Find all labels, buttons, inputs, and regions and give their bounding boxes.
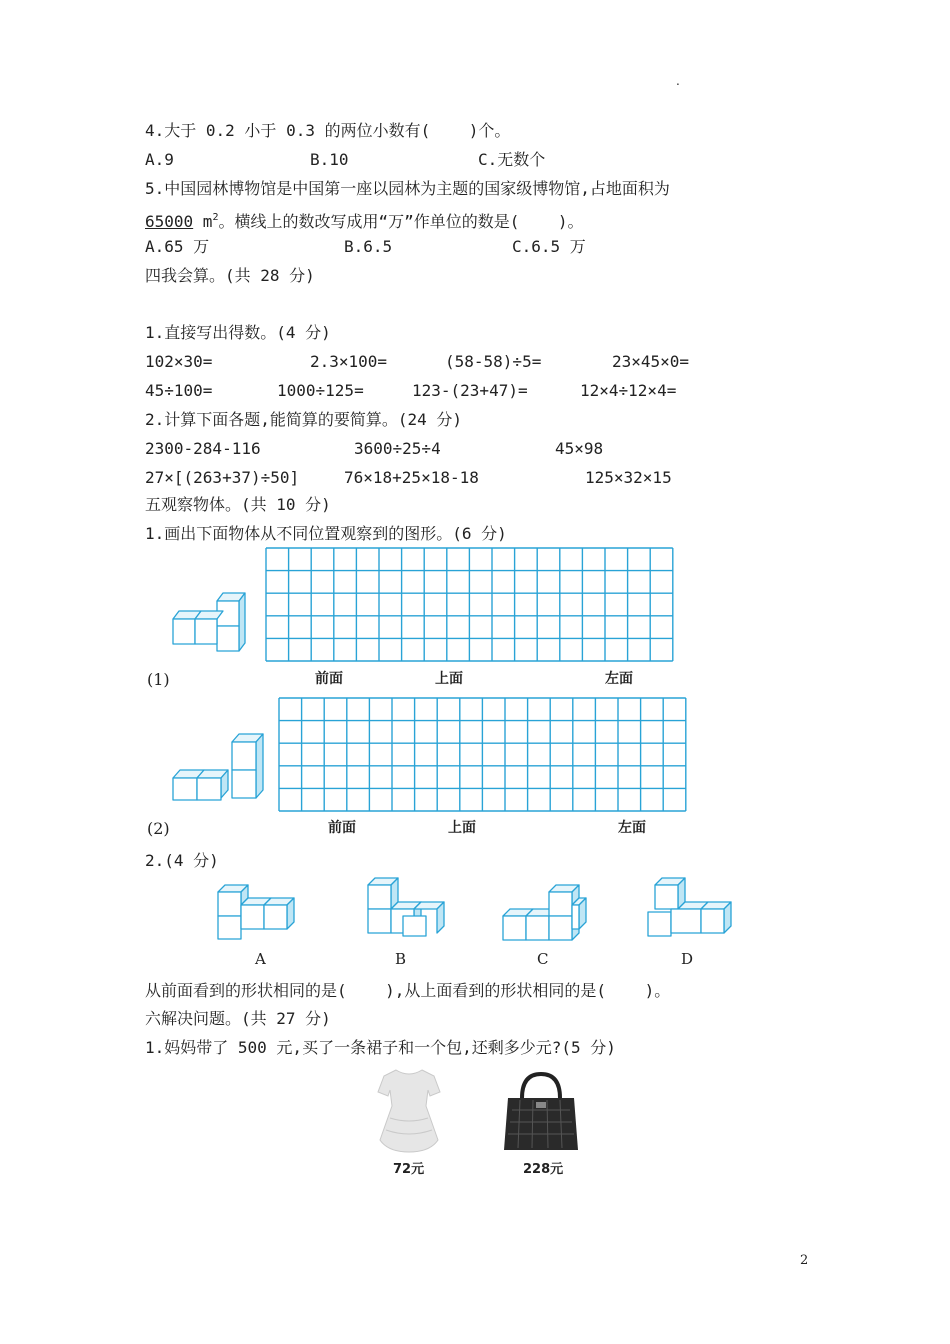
bag-price: 228元 (523, 1162, 564, 1177)
dress-image (368, 1066, 450, 1156)
s4-p1-r1-c4: 23×45×0= (612, 352, 690, 371)
s4-p1-r1-c2: 2.3×100= (310, 352, 388, 371)
q5-stem-line2 (145, 207, 584, 233)
q5-number: 65000 (145, 212, 194, 231)
fig1-cubes (170, 590, 250, 660)
s4-p1-r1-c3: (58-58)÷5= (445, 352, 542, 371)
choice-c-label: C (537, 950, 549, 968)
choice-c-figure (500, 883, 595, 943)
grid1-label-front: 前面 (315, 671, 343, 687)
q5-unit: m (193, 212, 213, 231)
s4-p1-r2-c2: 1000÷125= (277, 381, 364, 400)
answer-grid-1[interactable] (265, 547, 675, 662)
s4-p2-r1-c1: 2300-284-116 (145, 439, 261, 458)
choice-a-label: A (255, 950, 266, 968)
s4-p2-title: 2.计算下面各题,能简算的要简算。(24 分) (145, 410, 463, 429)
header-dot: . (676, 74, 680, 88)
s6-p1-title: 1.妈妈带了 500 元,买了一条裙子和一个包,还剩多少元?(5 分) (145, 1038, 616, 1057)
s4-p1-r2-c4: 12×4÷12×4= (580, 381, 677, 400)
choice-a-figure (215, 883, 310, 943)
s4-p1-title: 1.直接写出得数。(4 分) (145, 323, 331, 342)
s5-p1-title: 1.画出下面物体从不同位置观察到的图形。(6 分) (145, 524, 507, 543)
section5-title: 五观察物体。(共 10 分) (145, 495, 331, 514)
fig1-label: (1) (147, 670, 170, 689)
q5-option-c: C.6.5 万 (512, 237, 586, 256)
s4-p2-r2-c3: 125×32×15 (585, 468, 672, 487)
s4-p1-r2-c3: 123-(23+47)= (412, 381, 528, 400)
s4-p2-r2-c2: 76×18+25×18-18 (344, 468, 479, 487)
choice-d-figure (645, 876, 740, 942)
section4-title: 四我会算。(共 28 分) (145, 266, 315, 285)
grid2-label-top: 上面 (448, 820, 476, 836)
q4-stem: 4.大于 0.2 小于 0.3 的两位小数有( )个。 (145, 121, 511, 140)
q5-option-a: A.65 万 (145, 237, 210, 256)
fig2-label: (2) (147, 819, 170, 838)
choice-b-figure (365, 876, 450, 942)
grid2-label-left: 左面 (618, 820, 646, 836)
s4-p1-r2-c1: 45÷100= (145, 381, 213, 400)
s5-p2-question: 从前面看到的形状相同的是( ),从上面看到的形状相同的是( )。 (145, 981, 671, 1000)
q5-stem-rest: 。横线上的数改写成用“万”作单位的数是( )。 (218, 212, 584, 231)
q5-option-b: B.6.5 (344, 237, 393, 256)
choice-d-label: D (681, 950, 694, 968)
s5-p2-title: 2.(4 分) (145, 851, 219, 870)
q5-unit-sup: 2 (212, 212, 219, 223)
q4-option-a: A.9 (145, 150, 174, 169)
q4-option-b: B.10 (310, 150, 349, 169)
fig2-cubes (170, 730, 270, 805)
s4-p2-r2-c1: 27×[(263+37)÷50] (145, 468, 300, 487)
q5-stem-line1: 5.中国园林博物馆是中国第一座以园林为主题的国家级博物馆,占地面积为 (145, 179, 670, 198)
s4-p2-r1-c3: 45×98 (555, 439, 604, 458)
section6-title: 六解决问题。(共 27 分) (145, 1009, 331, 1028)
grid1-label-left: 左面 (605, 671, 633, 687)
answer-grid-2[interactable] (278, 697, 688, 812)
page-number: 2 (800, 1253, 809, 1268)
choice-b-label: B (395, 950, 407, 968)
grid2-label-front: 前面 (328, 820, 356, 836)
q4-option-c: C.无数个 (478, 150, 546, 169)
s4-p2-r1-c2: 3600÷25÷4 (354, 439, 441, 458)
s4-p1-r1-c1: 102×30= (145, 352, 213, 371)
bag-image (500, 1070, 582, 1155)
grid1-label-top: 上面 (435, 671, 463, 687)
dress-price: 72元 (393, 1162, 425, 1177)
